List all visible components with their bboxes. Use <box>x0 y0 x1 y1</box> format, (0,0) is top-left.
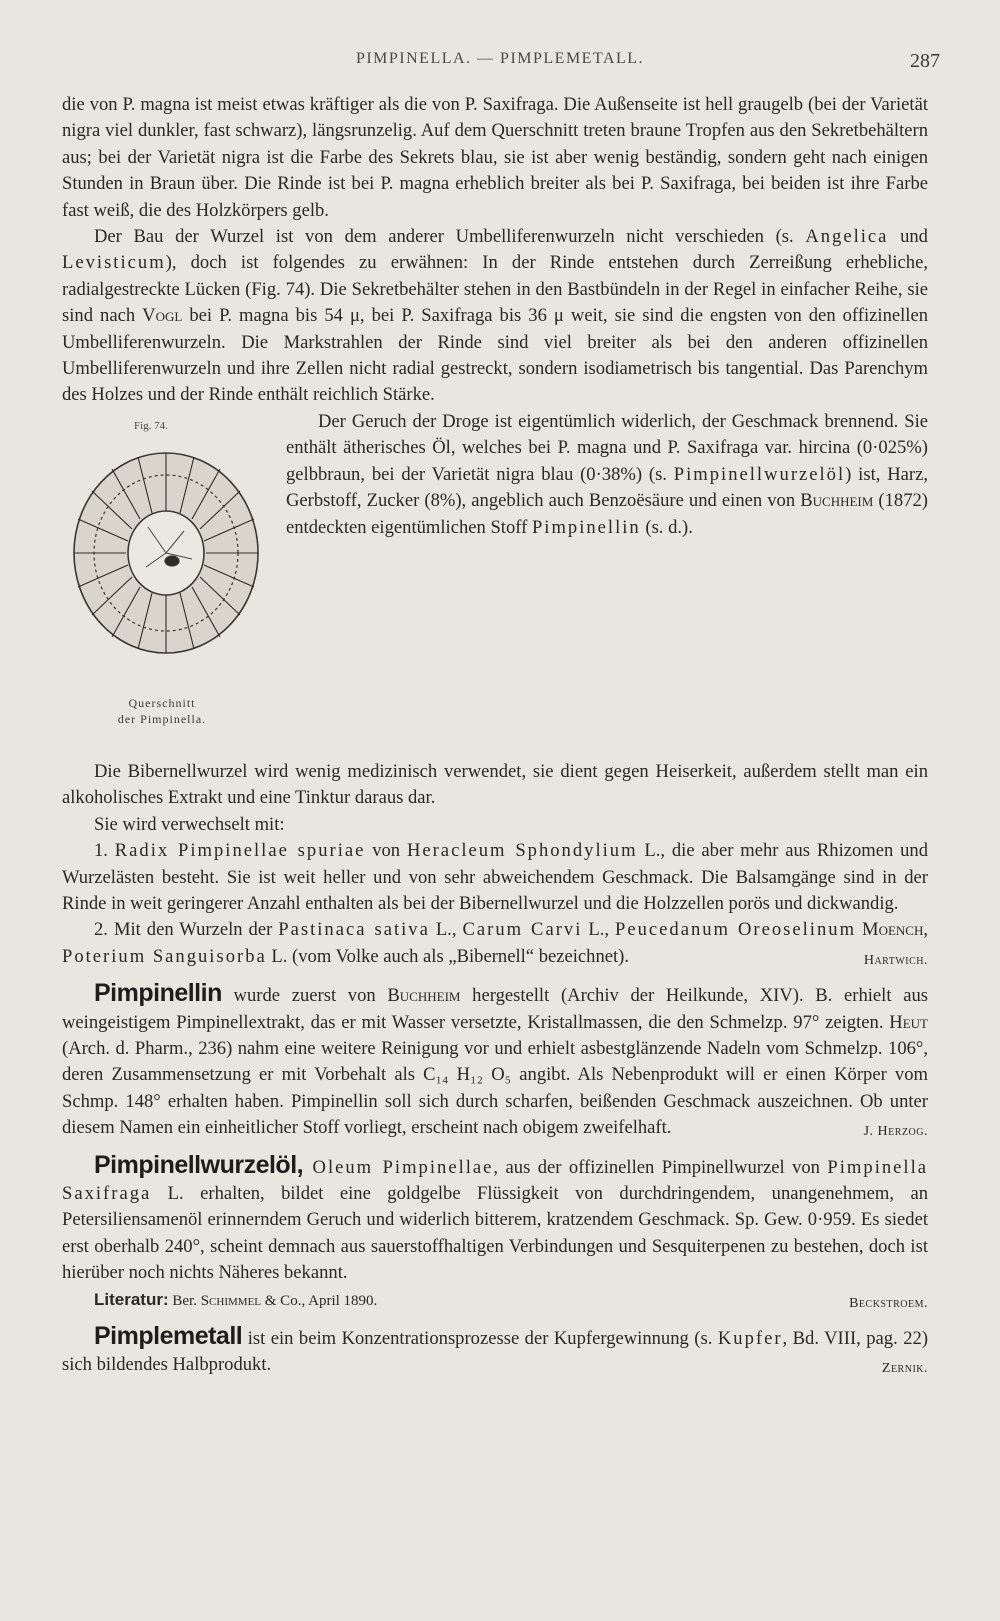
article-text <box>62 92 928 1383</box>
author-signature: Zernik. <box>881 1361 928 1377</box>
entry-pimpinellin: Pimpinellin wurde zuerst von Buchheim hergestellt (Archiv der Heilkunde, XIV). B. erhielt aus weingeistigem Pimpinellextrakt, das er mit Wasser versetzte, Kristallmassen, die den Schmelzp. 97° zeigten. Heut (Arch. d. Pharm., 236) nahm eine weitere Reinigung vor und erhielt asbestglänzende Nadeln vom Schmelzp. 106°, deren Zusammensetzung er mit Vorbehalt als C₁₄ H₁₂ O₅ angibt. Als Nebenprodukt will er einen Körper vom Schmp. 148° erhalten haben. Pimpinellin soll sich durch scharfen, beißenden Geschmack auszeichnen. Ob unter diesem Namen ein einheitlicher Stoff vorliegt, erscheint nach obigem zweifelhaft. J. Herzog. <box>62 980 928 1141</box>
author-ref-vogl: Vogl <box>142 305 183 327</box>
literature-line: Literatur: Ber. Schimmel & Co., April 1890. Beckstroem. <box>62 1287 928 1314</box>
author-signature: Beckstroem. <box>849 1295 928 1311</box>
lemma-heading: Pimplemetall <box>94 1322 243 1350</box>
paragraph-usage: Die Bibernellwurzel wird wenig medizinisch verwendet, sie dient gegen Heiserkeit, außerdem stellt man ein alkoholisches Extrakt und eine Tinktur daraus dar. <box>62 760 928 809</box>
figure-caption: Querschnitt der Pimpinella. <box>117 695 207 726</box>
paragraph-confusion-intro: Sie wird verwechselt mit: <box>94 813 285 835</box>
list-item-1: 1. Radix Pimpinellae spuriae von Heracleum Sphondylium L., die aber mehr aus Rhizomen und Wurzelästen besteht. Sie ist weit heller und von sehr abweichendem Geschmack. Die Balsamgänge sind in der Rinde in weit geringerer Anzahl enthalten als bei der Bibernellwurzel und die Holzzellen porös und dickwandig. <box>62 840 929 914</box>
entry-pimpinellwurzeloel: Pimpinellwurzelöl, Oleum Pimpinellae, aus der offizinellen Pimpinellwurzel von Pimpinella Saxifraga L. erhalten, bildet eine goldgelbe Flüssigkeit von durchdringendem, unangenehmem, an Petersiliensamenöl erinnerndem Geruch und widerlich bitterem, kratzendem Geschmack. Sp. Gew. 0·959. Es siedet erst oberhalb 240°, scheint demnach aus sauerstoffhaltigen Verbindungen und Sesquiterpenen zu bestehen, doch ist hierüber noch nichts Näheres bekannt. <box>62 1150 928 1284</box>
literature-label: Literatur: <box>94 1289 169 1309</box>
ref-levisticum: Levisticum <box>62 252 166 274</box>
list-item-2: 2. Mit den Wurzeln der Pastinaca sativa L., Carum Carvi L., Peucedanum Oreoselinum Moench, Poterium Sanguisorba L. (vom Volke auch als „Bibernell“ bezeichnet). Hartwich. <box>62 917 928 970</box>
page-header <box>60 50 940 74</box>
lemma-heading: Pimpinellin <box>94 979 222 1008</box>
paragraph-root-description: die von P. magna ist meist etwas kräftiger als die von P. Saxifraga. Die Außenseite ist hell graugelb (bei der Varietät nigra viel dunkler, fast schwarz), längsrunzelig. Auf dem Querschnitt treten braune Tropfen aus den Sekretbehältern aus; bei der Varietät nigra ist die Farbe des Sekrets blau, sie ist aber wenig beständig, sondern geht nach einigen Stunden in Braun über. Die Rinde ist bei P. magna erheblich breiter als bei P. Saxifraga, bei beiden ist ihre Farbe fast weiß, die des Holzkörpers gelb. <box>62 94 928 221</box>
page-number: 287 <box>910 50 940 72</box>
author-ref-buchheim: Buchheim <box>800 490 874 512</box>
ref-angelica: Angelica <box>805 226 889 248</box>
paragraph-root-structure: Der Bau der Wurzel ist von dem anderer Umbelliferenwurzeln nicht verschieden (s. Angelica und Levisticum), doch ist folgendes zu erwähnen: In der Rinde entstehen durch Zerreißung erhebliche, radialgestreckte Lücken (Fig. 74). Die Sekretbehälter stehen in den Bastbündeln in der Regel in einfacher Reihe, sie sind nach Vogl bei P. magna bis 54 μ, bei P. Saxifraga bis 36 μ weit, sie sind die engsten von den offizinellen Umbelliferenwurzeln. Die Markstrahlen der Rinde sind viel breiter als bei den anderen offizinellen Umbelliferenwurzeln und ihre Zellen nicht radial gestreckt, sondern isodiametrisch bis tangential. Das Parenchym des Holzes und der Rinde enthält reichlich Stärke. <box>62 226 928 406</box>
figure-label: Fig. 74. <box>134 419 168 432</box>
author-signature: Hartwich. <box>863 952 928 968</box>
ref-pimpinellin: Pimpinellin <box>531 516 641 538</box>
ref-pimpinellwurzeloel: Pimpinellwurzelöl <box>673 463 846 485</box>
author-signature: J. Herzog. <box>863 1124 928 1140</box>
paragraph-constituents: Der Geruch der Droge ist eigentümlich widerlich, der Geschmack brennend. Sie enthält ätherisches Öl, welches bei P. magna und P. Saxifraga var. hircina (0·025%) gelbbraun, bei der Varietät nigra blau (0·38%) (s. Pimpinellwurzelöl) ist, Harz, Gerbstoff, Zucker (8%), angeblich auch Benzoësäure und einen von Buchheim (1872) entdeckten eigentümlichen Stoff Pimpinellin (s. d.). <box>286 410 928 538</box>
lemma-heading: Pimpinellwurzelöl, <box>94 1150 304 1179</box>
running-title: PIMPINELLA. — PIMPLEMETALL. <box>355 50 645 67</box>
root-cross-section-illustration <box>66 435 266 685</box>
figure-74 <box>62 413 272 753</box>
entry-pimplemetall: Pimplemetall ist ein beim Konzentrationsprozesse der Kupfergewinnung (s. Kupfer, Bd. VIII, pag. 22) sich bildendes Halbprodukt. Zernik. <box>62 1323 928 1379</box>
